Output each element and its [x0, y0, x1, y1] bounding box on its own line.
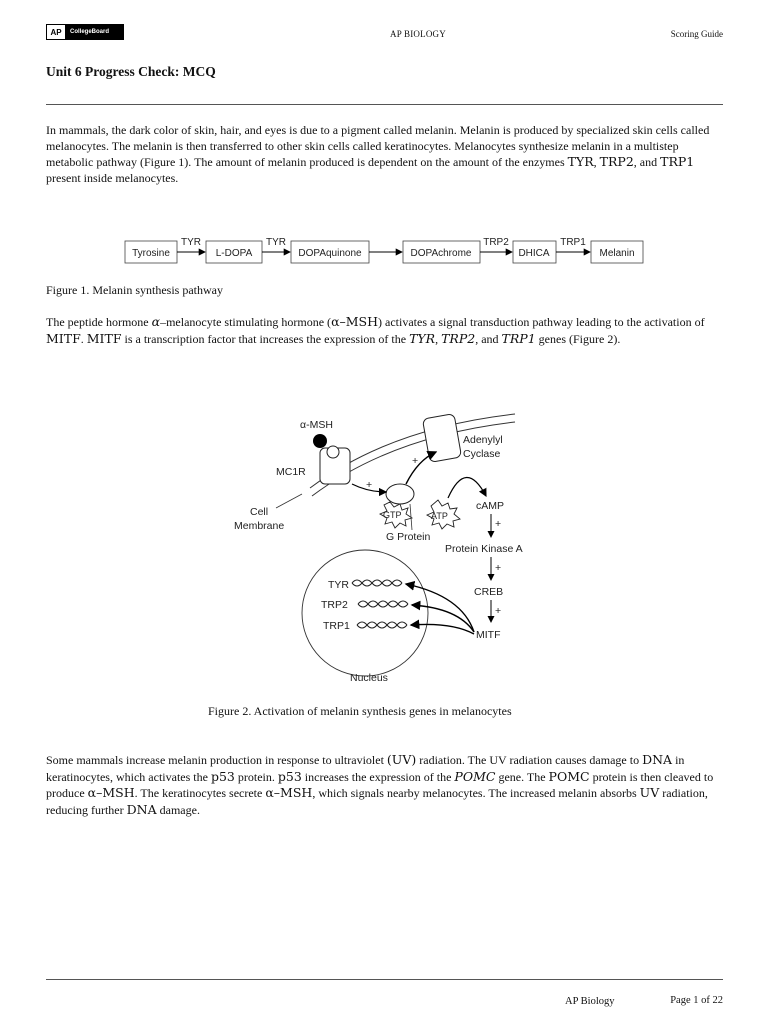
adenylyl-cyclase: [422, 414, 461, 463]
label-cyclase: Cyclase: [463, 448, 501, 460]
enzyme-label: TYR: [266, 237, 286, 248]
text: protein.: [234, 769, 278, 784]
text: radiation, reducing further: [46, 786, 708, 817]
math-amsh: α–MSH: [87, 785, 135, 800]
text: protein is then cleaved to produce: [46, 769, 714, 800]
title-divider: [46, 104, 723, 105]
page-number: Page 1 of 22: [670, 995, 723, 1006]
figure-2-caption: Figure 2. Activation of melanin synthesis genes in melanocytes: [208, 704, 512, 718]
paragraph-intro: [46, 123, 722, 186]
text: The peptide hormone: [46, 315, 152, 329]
box-label: Tyrosine: [132, 248, 170, 259]
paragraph-signal: [46, 314, 722, 347]
figure-1-pathway-diagram: [120, 232, 650, 268]
label-mc1r: MC1R: [276, 466, 306, 478]
text: . The keratinocytes secrete: [134, 786, 266, 800]
label-adenylyl: Adenylyl: [463, 434, 503, 446]
enzyme-label: TYR: [181, 237, 201, 248]
label-atp: ATP: [431, 511, 448, 521]
enzyme-label: TRP2: [483, 237, 509, 248]
text: Some mammals increase melanin production in response to ultraviolet: [46, 753, 387, 767]
plus-sign: +: [495, 518, 502, 530]
text: in keratinocytes, which activates the: [46, 753, 685, 784]
text: genes (Figure 2).: [535, 331, 621, 346]
math-amsh: α–MSH: [265, 785, 313, 800]
plus-sign: +: [495, 605, 502, 617]
math-dna: DNA: [642, 752, 673, 767]
math-amsh: α–MSH: [331, 314, 379, 329]
math-uv: UV: [639, 785, 660, 800]
math-p53: p53: [210, 768, 235, 784]
label-nucleus: Nucleus: [350, 672, 388, 684]
label-camp: cAMP: [476, 500, 505, 512]
math-mitf: MITF: [86, 330, 122, 346]
gene-label-tyr: TYR: [328, 579, 349, 591]
math-tyr: TYR: [409, 330, 436, 346]
arrow-atp-to-camp: [448, 477, 486, 498]
figure-1-caption: Figure 1. Melanin synthesis pathway: [46, 283, 223, 297]
text: , and: [633, 155, 661, 169]
footer-course: AP Biology: [565, 996, 615, 1007]
label-membrane: Membrane: [234, 520, 285, 532]
label-pka: Protein Kinase A: [445, 543, 523, 555]
enzyme-label: TRP1: [560, 237, 586, 248]
amsh-ligand: [313, 434, 327, 448]
label-gtp: GTP: [383, 510, 402, 520]
text: is a transcription factor that increases the expression of the: [121, 331, 410, 346]
text: gene. The: [495, 769, 549, 784]
box-label: DHICA: [518, 248, 550, 259]
text: In mammals, the dark color of skin, hair, and eyes is due to a pigment called melanin. Melanin is produced by specialized skin cells called melanocytes. The melanin is then transferred to other skin cells called keratinocytes. Melanocytes synthesize melanin in a multistep metabolic pathway (Figure 1). The amount of melanin produced is dependent on the amount of the enzymes: [46, 123, 710, 169]
box-label: Melanin: [599, 248, 635, 259]
header-subject: AP BIOLOGY: [390, 29, 446, 39]
header-guide: Scoring Guide: [670, 29, 723, 39]
math-uv: (UV): [386, 752, 417, 767]
plus-sign: +: [412, 455, 419, 467]
mc1r-pocket: [327, 446, 339, 458]
label-amsh: α-MSH: [300, 419, 333, 431]
math-pomc-gene: POMC: [454, 768, 496, 784]
math-p53: p53: [277, 768, 302, 784]
math-tyr: TYR: [567, 154, 594, 169]
text: ,: [435, 331, 442, 346]
text: ,: [593, 155, 600, 169]
plus-sign: +: [495, 562, 502, 574]
label-cell: Cell: [250, 506, 269, 518]
box-label: DOPAchrome: [410, 248, 472, 259]
math-mitf: MITF: [46, 330, 81, 346]
text: –melanocyte stimulating hormone (: [160, 315, 332, 329]
math-pomc: POMC: [548, 768, 590, 784]
pointer-line: [276, 494, 302, 508]
math-trp2: TRP2: [599, 154, 634, 169]
figure-2-signal-diagram: [234, 408, 540, 693]
paragraph-uv: [46, 752, 722, 818]
math-trp1: TRP1: [501, 330, 536, 346]
math-alpha: α: [151, 314, 161, 329]
text: damage.: [156, 802, 200, 817]
logo-collegeboard: CollegeBoard: [66, 24, 124, 40]
text: present inside melanocytes.: [46, 170, 179, 185]
text: increases the expression of the: [301, 769, 455, 784]
text: .: [80, 331, 87, 346]
footer-divider: [46, 979, 723, 980]
plus-sign: +: [366, 479, 373, 491]
math-trp2: TRP2: [441, 330, 476, 346]
label-mitf: MITF: [476, 629, 501, 641]
logo-ap: AP: [46, 24, 66, 40]
label-gprotein: G Protein: [386, 531, 431, 543]
text: ) activates a signal transduction pathway leading to the activation of: [378, 315, 705, 329]
gene-label-trp2: TRP2: [321, 599, 348, 611]
page-title: Unit 6 Progress Check: MCQ: [46, 64, 216, 79]
math-trp1: TRP1: [660, 154, 695, 169]
nucleus: [302, 550, 428, 676]
label-creb: CREB: [474, 586, 504, 598]
text: radiation. The UV radiation causes damage to: [416, 753, 643, 767]
ap-college-board-logo: [46, 24, 124, 40]
text: , which signals nearby melanocytes. The increased melanin absorbs: [312, 786, 640, 800]
gene-label-trp1: TRP1: [323, 620, 350, 632]
math-dna: DNA: [126, 801, 157, 817]
text: , and: [475, 331, 502, 346]
g-protein: [386, 484, 414, 504]
box-label: L-DOPA: [215, 248, 253, 259]
box-label: DOPAquinone: [298, 248, 362, 259]
page-header: [46, 22, 722, 42]
